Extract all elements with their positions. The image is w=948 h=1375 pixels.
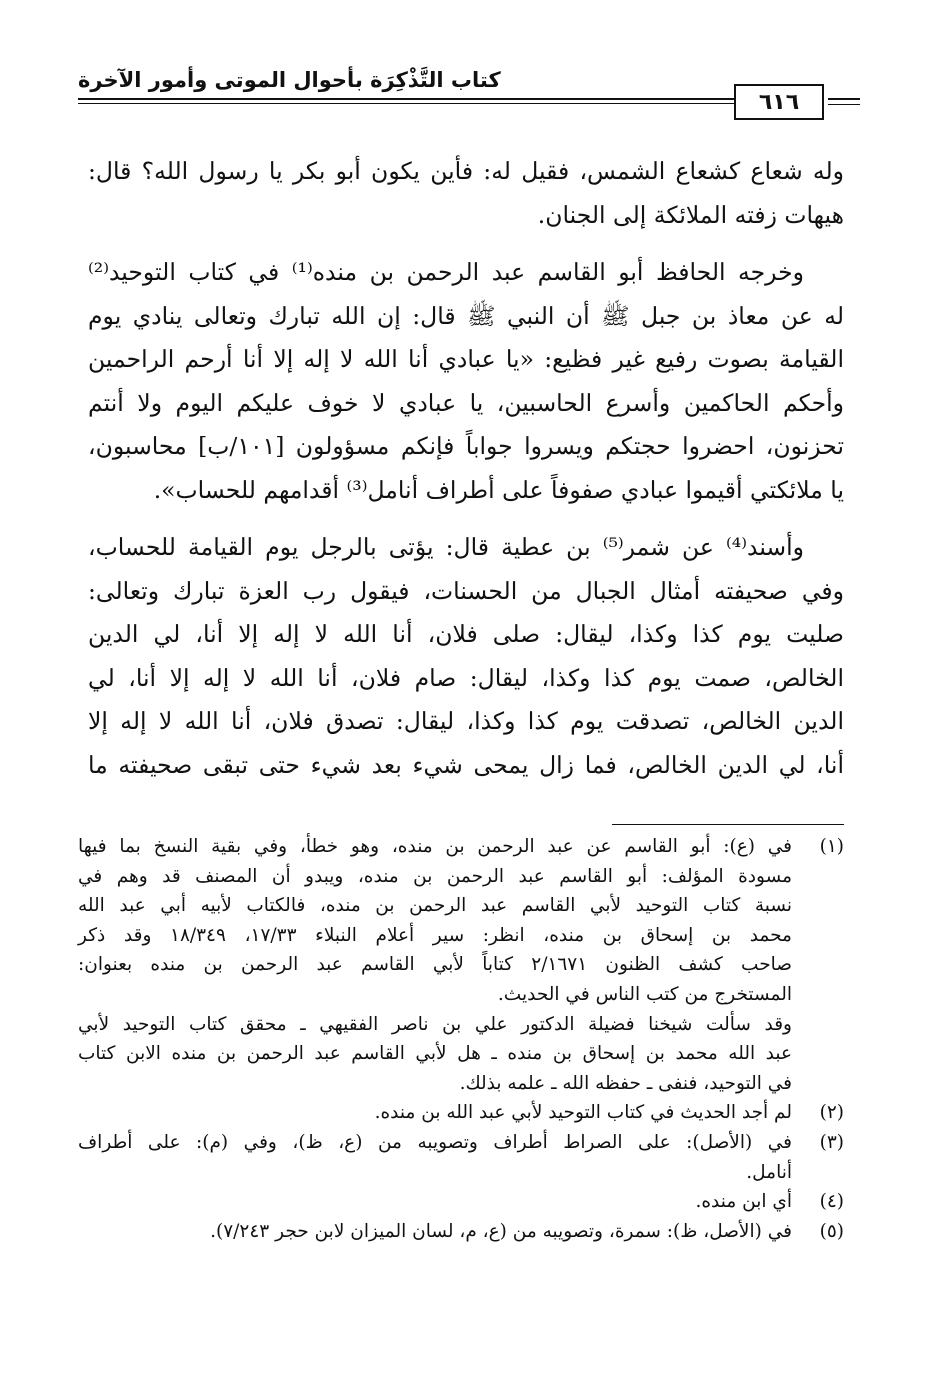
paragraph	[88, 526, 844, 787]
book-title: كتاب التَّذْكِرَة بأحوال الموتى وأمور الآخرة	[78, 68, 501, 92]
footnote-line: عبد الله محمد بن إسحاق بن منده ـ هل لأبي القاسم عبد الرحمن بن منده الابن كتاب	[78, 1043, 792, 1065]
footnote-line: نسبة كتاب التوحيد لأبي القاسم عبد الرحمن بن منده، فالكتاب لأبيه أبي عبد الله	[78, 895, 792, 917]
footnote-number: (٥)	[819, 1220, 844, 1242]
footnote-line: أنامل.	[746, 1161, 792, 1183]
footnote-body	[78, 1098, 792, 1128]
text-line: وله شعاع كشعاع الشمس، فقيل له: فأين يكون أبو بكر يا رسول الله؟ قال:	[88, 157, 844, 185]
footnote	[78, 832, 844, 1098]
footnote	[78, 1098, 844, 1128]
footnote-body	[78, 1187, 792, 1217]
footnote-line: صاحب كشف الظنون ٢/١٦٧١ كتاباً لأبي القاسم عبد الرحمن بن منده بعنوان:	[78, 954, 792, 976]
text-line: صليت يوم كذا وكذا، ليقال: صلى فلان، أنا الله لا إله إلا أنا، لي الدين	[88, 620, 844, 648]
text-line: وخرجه الحافظ أبو القاسم عبد الرحمن بن منده⁽¹⁾ في كتاب التوحيد⁽²⁾	[88, 258, 804, 286]
text-line: وفي صحيفته أمثال الجبال من الحسنات، فيقول رب العزة تبارك وتعالى:	[88, 576, 844, 605]
text-line: يا ملائكتي أقيموا عبادي صفوفاً على أطراف أنامل⁽³⁾ أقدامهم للحساب».	[153, 475, 844, 504]
footnote-body	[78, 832, 792, 1098]
footnote-number: (١)	[819, 836, 844, 857]
text-line: وأحكم الحاكمين وأسرع الحاسبين، يا عبادي لا خوف عليكم اليوم ولا أنتم	[88, 388, 844, 417]
text-line: له عن معاذ بن جبل ﷺ أن النبي ﷺ قال: إن الله تبارك وتعالى ينادي يوم	[88, 301, 844, 330]
footnote	[78, 1217, 844, 1247]
paragraph	[88, 150, 844, 237]
text-line: الخالص، صمت يوم كذا وكذا، ليقال: صام فلان، أنا الله لا إله إلا أنا، لي	[88, 663, 844, 692]
footnote-body	[78, 1217, 792, 1247]
footnote-line: في (الأصل، ظ): سمرة، وتصويبه من (ع، م، لسان الميزان لابن حجر ٧/٢٤٣).	[210, 1220, 792, 1242]
text-line: تحزنون، احضروا حجتكم ويسروا جواباً فإنكم مسؤولون [١٠١/ب] محاسبون،	[88, 432, 844, 460]
footnote-line: المستخرج من كتب الناس في الحديث.	[497, 983, 792, 1005]
footnote-number: (٤)	[819, 1191, 844, 1213]
footnotes	[78, 832, 844, 1246]
text-line: وأسند⁽⁴⁾ عن شمر⁽⁵⁾ بن عطية قال: يؤتى بالرجل يوم القيامة للحساب،	[88, 533, 804, 561]
footnote-separator	[612, 824, 844, 825]
paragraph	[88, 251, 844, 512]
footnote-line: وقد سألت شيخنا فضيلة الدكتور علي بن ناصر الفقيهي ـ محقق كتاب التوحيد لأبي	[78, 1013, 792, 1035]
footnote	[78, 1187, 844, 1217]
footnote-line: في التوحيد، فنفى ـ حفظه الله ـ علمه بذلك.	[459, 1072, 792, 1094]
running-header	[78, 62, 856, 128]
text-line: الدين الخالص، تصدقت يوم كذا وكذا، ليقال: تصدق فلان، أنا الله لا إله إلا	[88, 707, 844, 735]
footnote-line: في (الأصل): على الصراط أطراف وتصويبه من (ع، ظ)، وفي (م): على أطراف	[78, 1131, 792, 1153]
footnote	[78, 1128, 844, 1187]
text-line: هيهات زفته الملائكة إلى الجنان.	[537, 200, 844, 229]
header-rule-thin	[78, 103, 738, 104]
footnote-line: مسودة المؤلف: أبو القاسم عبد الرحمن بن منده، ويبدو أن المصنف قد وهم في	[78, 865, 792, 887]
footnote-line: أي ابن منده.	[695, 1191, 792, 1213]
footnote-line: محمد بن إسحاق بن منده، انظر: سير أعلام النبلاء ١٧/٣٣، ١٨/٣٤٩ وقد ذكر	[78, 924, 792, 946]
footnote-body	[78, 1128, 792, 1187]
footnote-number: (٢)	[819, 1102, 844, 1124]
text-line: أنا، لي الدين الخالص، فما زال يمحى شيء بعد شيء حتى تبقى صحيفته ما	[88, 750, 844, 779]
text-line: القيامة بصوت رفيع غير فظيع: «يا عبادي أنا الله لا إله إلا أنا أرحم الراحمين	[88, 345, 844, 373]
footnote-line: في (ع): أبو القاسم عن عبد الرحمن بن منده، وهو خطأ، وفي بقية النسخ بما فيها	[78, 836, 792, 857]
footnote-number: (٣)	[819, 1131, 844, 1153]
footnote-line: لم أجد الحديث في كتاب التوحيد لأبي عبد الله بن منده.	[374, 1102, 792, 1124]
page-number: ٦١٦	[734, 84, 824, 120]
header-rule-thick	[78, 98, 738, 100]
main-text	[88, 150, 844, 801]
